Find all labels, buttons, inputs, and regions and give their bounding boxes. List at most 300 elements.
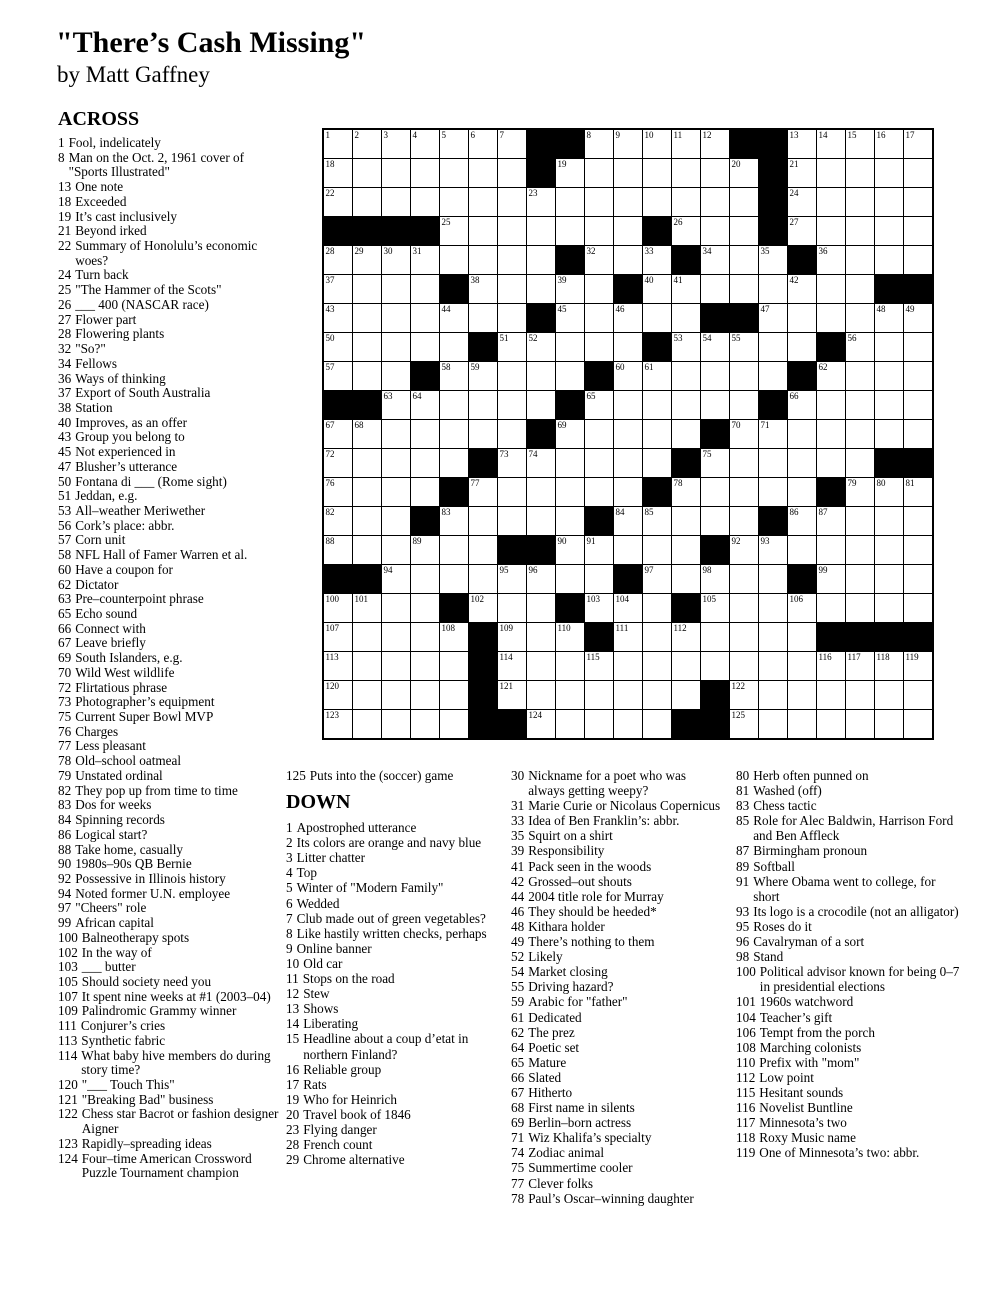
grid-cell <box>701 159 729 187</box>
clue-text: Stops on the road <box>302 971 395 987</box>
clue-number: 40 <box>58 414 72 430</box>
clue-down-98 <box>736 949 965 964</box>
clue-number: 102 <box>58 944 78 960</box>
grid-cell-number: 68 <box>354 420 364 430</box>
grid-cell-black <box>788 362 816 390</box>
clue-down-93 <box>736 904 965 919</box>
clue-text: Mature <box>528 1054 567 1070</box>
grid-cell <box>817 681 845 709</box>
grid-cell <box>817 159 845 187</box>
clue-down-12 <box>286 986 504 1001</box>
grid-cell <box>817 652 845 680</box>
grid-cell <box>817 420 845 448</box>
grid-cell-number: 7 <box>499 130 504 140</box>
clue-text: Puts into the (soccer) game <box>309 768 454 783</box>
grid-cell <box>730 333 758 361</box>
grid-cell <box>556 304 584 332</box>
grid-cell <box>353 304 381 332</box>
grid-cell <box>875 681 903 709</box>
clue-number: 53 <box>58 502 72 518</box>
grid-cell <box>527 507 555 535</box>
grid-cell <box>585 159 613 187</box>
grid-cell <box>440 246 468 274</box>
clue-down-112 <box>736 1070 965 1085</box>
clue-across-27 <box>58 313 284 328</box>
clue-across-62 <box>58 578 284 593</box>
grid-cell <box>411 333 439 361</box>
grid-cell <box>643 507 671 535</box>
grid-cell <box>585 420 613 448</box>
grid-cell <box>730 420 758 448</box>
grid-cell-number: 42 <box>789 275 799 285</box>
grid-cell-number: 48 <box>876 304 886 314</box>
clue-across-26 <box>58 298 284 313</box>
grid-cell-black <box>527 420 555 448</box>
clue-text: Litter chatter <box>296 850 366 866</box>
grid-cell <box>585 565 613 593</box>
grid-cell-black <box>701 710 729 738</box>
clue-number: 96 <box>736 934 750 950</box>
grid-cell-number: 14 <box>818 130 828 140</box>
clue-number: 92 <box>58 870 72 886</box>
grid-cell <box>614 652 642 680</box>
clue-number: 107 <box>58 988 78 1004</box>
clue-number: 34 <box>58 355 72 371</box>
grid-cell <box>585 652 613 680</box>
grid-cell <box>759 304 787 332</box>
clue-down-69 <box>511 1115 725 1130</box>
clue-number: 63 <box>58 591 72 607</box>
clue-text: One note <box>75 179 124 195</box>
clue-text: ___ 400 (NASCAR race) <box>75 296 209 312</box>
grid-cell <box>614 478 642 506</box>
grid-cell <box>440 304 468 332</box>
grid-cell-number: 97 <box>644 565 654 575</box>
grid-cell <box>614 159 642 187</box>
clue-across-125 <box>286 768 504 783</box>
grid-cell <box>382 507 410 535</box>
grid-cell <box>440 565 468 593</box>
grid-cell-number: 6 <box>470 130 475 140</box>
clue-number: 66 <box>58 620 72 636</box>
grid-cell <box>382 420 410 448</box>
grid-cell-number: 90 <box>557 536 567 546</box>
clue-across-114 <box>58 1049 284 1078</box>
clue-down-48 <box>511 919 725 934</box>
grid-cell <box>440 623 468 651</box>
grid-cell <box>672 478 700 506</box>
grid-cell-black <box>469 652 497 680</box>
grid-cell <box>904 710 932 738</box>
clue-down-89 <box>736 859 965 874</box>
clue-number: 12 <box>286 986 300 1002</box>
grid-cell <box>556 362 584 390</box>
grid-cell <box>817 304 845 332</box>
grid-cell <box>701 246 729 274</box>
grid-cell <box>324 275 352 303</box>
grid-cell-number: 32 <box>586 246 596 256</box>
grid-cell <box>585 275 613 303</box>
grid-cell <box>324 449 352 477</box>
grid-cell-black <box>759 391 787 419</box>
grid-cell-black <box>585 507 613 535</box>
grid-cell-black <box>324 391 352 419</box>
clue-down-75 <box>511 1160 725 1175</box>
clue-down-66 <box>511 1070 725 1085</box>
grid-cell-black <box>527 159 555 187</box>
grid-cell <box>759 478 787 506</box>
clue-number: 26 <box>58 296 72 312</box>
clue-number: 75 <box>511 1160 525 1176</box>
clue-down-91 <box>736 874 965 904</box>
grid-cell <box>353 449 381 477</box>
clue-down-95 <box>736 919 965 934</box>
grid-cell <box>469 391 497 419</box>
clue-text: Balneotherapy spots <box>81 929 190 945</box>
grid-cell-number: 55 <box>731 333 741 343</box>
grid-cell <box>382 710 410 738</box>
grid-cell <box>788 188 816 216</box>
clue-text: Travel book of 1846 <box>303 1106 411 1122</box>
clue-number: 101 <box>736 994 756 1010</box>
crossword-grid <box>322 128 934 740</box>
grid-cell <box>469 536 497 564</box>
grid-cell <box>382 159 410 187</box>
clue-down-11 <box>286 971 504 986</box>
clue-number: 18 <box>58 193 72 209</box>
grid-cell <box>730 594 758 622</box>
clue-down-108 <box>736 1040 965 1055</box>
grid-cell <box>614 217 642 245</box>
clue-number: 52 <box>511 949 525 965</box>
grid-cell <box>527 246 555 274</box>
grid-cell-black <box>701 681 729 709</box>
clue-down-81 <box>736 783 965 798</box>
grid-cell-number: 53 <box>673 333 683 343</box>
clue-number: 8 <box>286 925 293 941</box>
clue-number: 61 <box>511 1009 525 1025</box>
clue-text: Grossed–out shouts <box>528 873 632 889</box>
grid-cell <box>527 478 555 506</box>
clue-number: 32 <box>58 341 72 357</box>
clue-number: 112 <box>736 1069 756 1085</box>
grid-cell <box>440 130 468 158</box>
clue-text: Photographer’s equipment <box>75 694 215 710</box>
clue-text: One of Minnesota’s two: abbr. <box>759 1145 920 1161</box>
grid-cell-black <box>469 623 497 651</box>
grid-cell-number: 117 <box>847 652 861 662</box>
grid-cell-black <box>759 159 787 187</box>
clue-number: 25 <box>58 282 72 298</box>
grid-cell <box>585 188 613 216</box>
clue-number: 114 <box>58 1047 78 1063</box>
clue-number: 4 <box>286 865 293 881</box>
grid-cell-black <box>672 710 700 738</box>
clue-column-4 <box>736 768 965 1160</box>
grid-cell <box>440 652 468 680</box>
grid-cell <box>411 681 439 709</box>
grid-cell <box>556 623 584 651</box>
clue-number: 41 <box>511 858 525 874</box>
grid-cell-black <box>353 391 381 419</box>
grid-cell-number: 33 <box>644 246 654 256</box>
clue-across-43 <box>58 430 284 445</box>
grid-cell-number: 13 <box>789 130 799 140</box>
grid-cell <box>614 362 642 390</box>
clue-text: Stew <box>303 986 330 1002</box>
grid-cell-number: 110 <box>557 623 571 633</box>
grid-cell-number: 16 <box>876 130 886 140</box>
clue-text: Paul’s Oscar–winning daughter <box>528 1190 694 1206</box>
clue-number: 93 <box>736 903 750 919</box>
clue-number: 88 <box>58 841 72 857</box>
grid-cell-black <box>817 623 845 651</box>
grid-cell <box>324 623 352 651</box>
clue-down-67 <box>511 1085 725 1100</box>
clue-across-24 <box>58 268 284 283</box>
grid-cell <box>904 304 932 332</box>
grid-cell <box>527 449 555 477</box>
clue-down-7 <box>286 911 504 926</box>
grid-cell <box>701 275 729 303</box>
grid-cell <box>846 478 874 506</box>
clue-text: Washed (off) <box>753 783 822 799</box>
clue-text: Summertime cooler <box>528 1160 633 1176</box>
grid-cell <box>701 478 729 506</box>
grid-cell <box>614 420 642 448</box>
clue-number: 33 <box>511 813 525 829</box>
clue-across-65 <box>58 607 284 622</box>
grid-cell <box>353 507 381 535</box>
clue-text: Unstated ordinal <box>75 767 163 783</box>
grid-cell <box>817 391 845 419</box>
clue-number: 30 <box>511 768 525 783</box>
clue-number: 20 <box>286 1106 300 1122</box>
grid-cell-number: 89 <box>412 536 422 546</box>
grid-cell <box>324 333 352 361</box>
clue-down-17 <box>286 1077 504 1092</box>
grid-cell <box>585 710 613 738</box>
clue-down-119 <box>736 1145 965 1160</box>
clue-number: 58 <box>58 547 72 563</box>
grid-cell <box>469 594 497 622</box>
grid-cell <box>701 217 729 245</box>
clue-text: Export of South Australia <box>75 385 211 401</box>
clue-across-69 <box>58 651 284 666</box>
grid-cell-black <box>904 623 932 651</box>
grid-cell <box>817 275 845 303</box>
grid-cell <box>730 449 758 477</box>
clue-number: 123 <box>58 1135 78 1151</box>
grid-cell <box>759 536 787 564</box>
grid-cell-number: 119 <box>905 652 919 662</box>
clue-text: "So?" <box>75 341 106 357</box>
grid-cell <box>759 681 787 709</box>
clue-number: 1 <box>286 820 293 836</box>
grid-cell-number: 87 <box>818 507 828 517</box>
grid-cell <box>817 449 845 477</box>
grid-cell <box>730 246 758 274</box>
grid-cell <box>614 333 642 361</box>
clue-across-90 <box>58 857 284 872</box>
grid-cell <box>904 188 932 216</box>
grid-cell <box>643 536 671 564</box>
clue-number: 124 <box>58 1150 78 1166</box>
clue-across-72 <box>58 681 284 696</box>
clue-across-73 <box>58 695 284 710</box>
clue-text: All–weather Meriwether <box>75 502 206 518</box>
clue-number: 13 <box>58 179 72 195</box>
clue-down-117 <box>736 1115 965 1130</box>
clue-across-22 <box>58 239 284 268</box>
grid-cell-black <box>556 246 584 274</box>
clue-down-62 <box>511 1025 725 1040</box>
grid-cell <box>846 594 874 622</box>
grid-cell <box>875 246 903 274</box>
clue-number: 23 <box>286 1121 300 1137</box>
clue-number: 22 <box>58 238 72 254</box>
grid-cell <box>556 188 584 216</box>
grid-cell <box>701 362 729 390</box>
clue-number: 106 <box>736 1024 756 1040</box>
clue-text: 2004 title role for Murray <box>528 888 664 904</box>
clue-text: Nickname for a poet who was always getting weepy? <box>528 768 687 799</box>
down-clue-list-1 <box>286 820 504 1167</box>
clue-text: Beyond irked <box>75 223 147 239</box>
grid-cell <box>440 333 468 361</box>
clue-across-77 <box>58 739 284 754</box>
clue-number: 62 <box>511 1024 525 1040</box>
grid-cell-number: 36 <box>818 246 828 256</box>
clue-across-66 <box>58 622 284 637</box>
clue-across-21 <box>58 224 284 239</box>
clue-number: 81 <box>736 783 750 799</box>
grid-cell <box>498 623 526 651</box>
clue-text: Fontana di ___ (Rome sight) <box>75 473 227 489</box>
grid-cell-number: 38 <box>470 275 480 285</box>
grid-cell <box>498 594 526 622</box>
clue-across-25 <box>58 283 284 298</box>
clue-number: 89 <box>736 858 750 874</box>
grid-cell <box>556 478 584 506</box>
clue-text: Rats <box>303 1076 327 1092</box>
across-clue-list <box>58 136 284 1181</box>
clue-text: Should society need you <box>81 973 212 989</box>
clue-text: South Islanders, e.g. <box>75 650 183 666</box>
clue-number: 57 <box>58 532 72 548</box>
clue-text: Take home, casually <box>75 841 184 857</box>
grid-cell-number: 15 <box>847 130 857 140</box>
grid-cell <box>498 565 526 593</box>
clue-down-15 <box>286 1031 504 1061</box>
grid-cell-number: 72 <box>325 449 335 459</box>
grid-cell <box>324 710 352 738</box>
grid-cell <box>382 362 410 390</box>
clue-number: 36 <box>58 370 72 386</box>
grid-cell <box>556 217 584 245</box>
grid-cell <box>904 507 932 535</box>
clue-text: Chess star Bacrot or fashion designer Aigner <box>81 1106 279 1137</box>
grid-cell <box>614 594 642 622</box>
grid-cell <box>788 623 816 651</box>
grid-cell <box>585 478 613 506</box>
clue-text: Flowering plants <box>75 326 165 342</box>
grid-cell <box>498 681 526 709</box>
clue-text: Man on the Oct. 2, 1961 cover of "Sports Illustrated" <box>68 149 245 180</box>
grid-cell <box>556 507 584 535</box>
clue-number: 120 <box>58 1077 78 1092</box>
grid-cell-number: 124 <box>528 710 542 720</box>
grid-cell-number: 86 <box>789 507 799 517</box>
grid-cell-number: 76 <box>325 478 335 488</box>
grid-cell <box>875 159 903 187</box>
clue-number: 24 <box>58 267 72 283</box>
grid-cell <box>643 275 671 303</box>
clue-text: Reliable group <box>303 1061 382 1077</box>
grid-cell-number: 112 <box>673 623 687 633</box>
grid-cell <box>904 391 932 419</box>
grid-cell <box>585 246 613 274</box>
grid-cell <box>324 304 352 332</box>
clue-across-58 <box>58 548 284 563</box>
clue-across-38 <box>58 401 284 416</box>
grid-cell <box>585 130 613 158</box>
clue-number: 59 <box>511 994 525 1010</box>
clue-down-65 <box>511 1055 725 1070</box>
clue-text: Echo sound <box>75 606 138 621</box>
clue-number: 87 <box>736 843 750 859</box>
grid-cell <box>846 217 874 245</box>
grid-cell <box>672 391 700 419</box>
clue-across-57 <box>58 533 284 548</box>
clue-number: 78 <box>511 1190 525 1206</box>
grid-cell <box>846 420 874 448</box>
grid-cell <box>672 565 700 593</box>
grid-cell <box>353 420 381 448</box>
grid-cell-number: 62 <box>818 362 828 372</box>
grid-cell <box>875 362 903 390</box>
grid-cell-number: 28 <box>325 246 335 256</box>
grid-cell <box>701 565 729 593</box>
clue-across-18 <box>58 195 284 210</box>
grid-cell <box>382 565 410 593</box>
grid-cell-number: 35 <box>760 246 770 256</box>
clue-number: 94 <box>58 885 72 901</box>
clue-down-35 <box>511 828 725 843</box>
grid-cell-number: 56 <box>847 333 857 343</box>
grid-cell-black <box>643 217 671 245</box>
clue-number: 70 <box>58 664 72 680</box>
clue-number: 103 <box>58 959 78 975</box>
grid-cell <box>585 217 613 245</box>
grid-cell <box>788 536 816 564</box>
clue-across-102 <box>58 946 284 961</box>
clue-number: 118 <box>736 1130 756 1146</box>
clue-text: Herb often punned on <box>753 768 869 783</box>
clue-down-1 <box>286 820 504 835</box>
grid-cell-black <box>672 449 700 477</box>
grid-cell <box>556 536 584 564</box>
clue-text: Four–time American Crossword Puzzle Tournament champion <box>81 1150 252 1181</box>
grid-cell <box>788 130 816 158</box>
grid-cell-black <box>904 275 932 303</box>
clue-number: 66 <box>511 1069 525 1085</box>
grid-cell-number: 52 <box>528 333 538 343</box>
grid-cell <box>672 681 700 709</box>
grid-cell-black <box>353 217 381 245</box>
clue-down-44 <box>511 889 725 904</box>
grid-cell <box>324 652 352 680</box>
